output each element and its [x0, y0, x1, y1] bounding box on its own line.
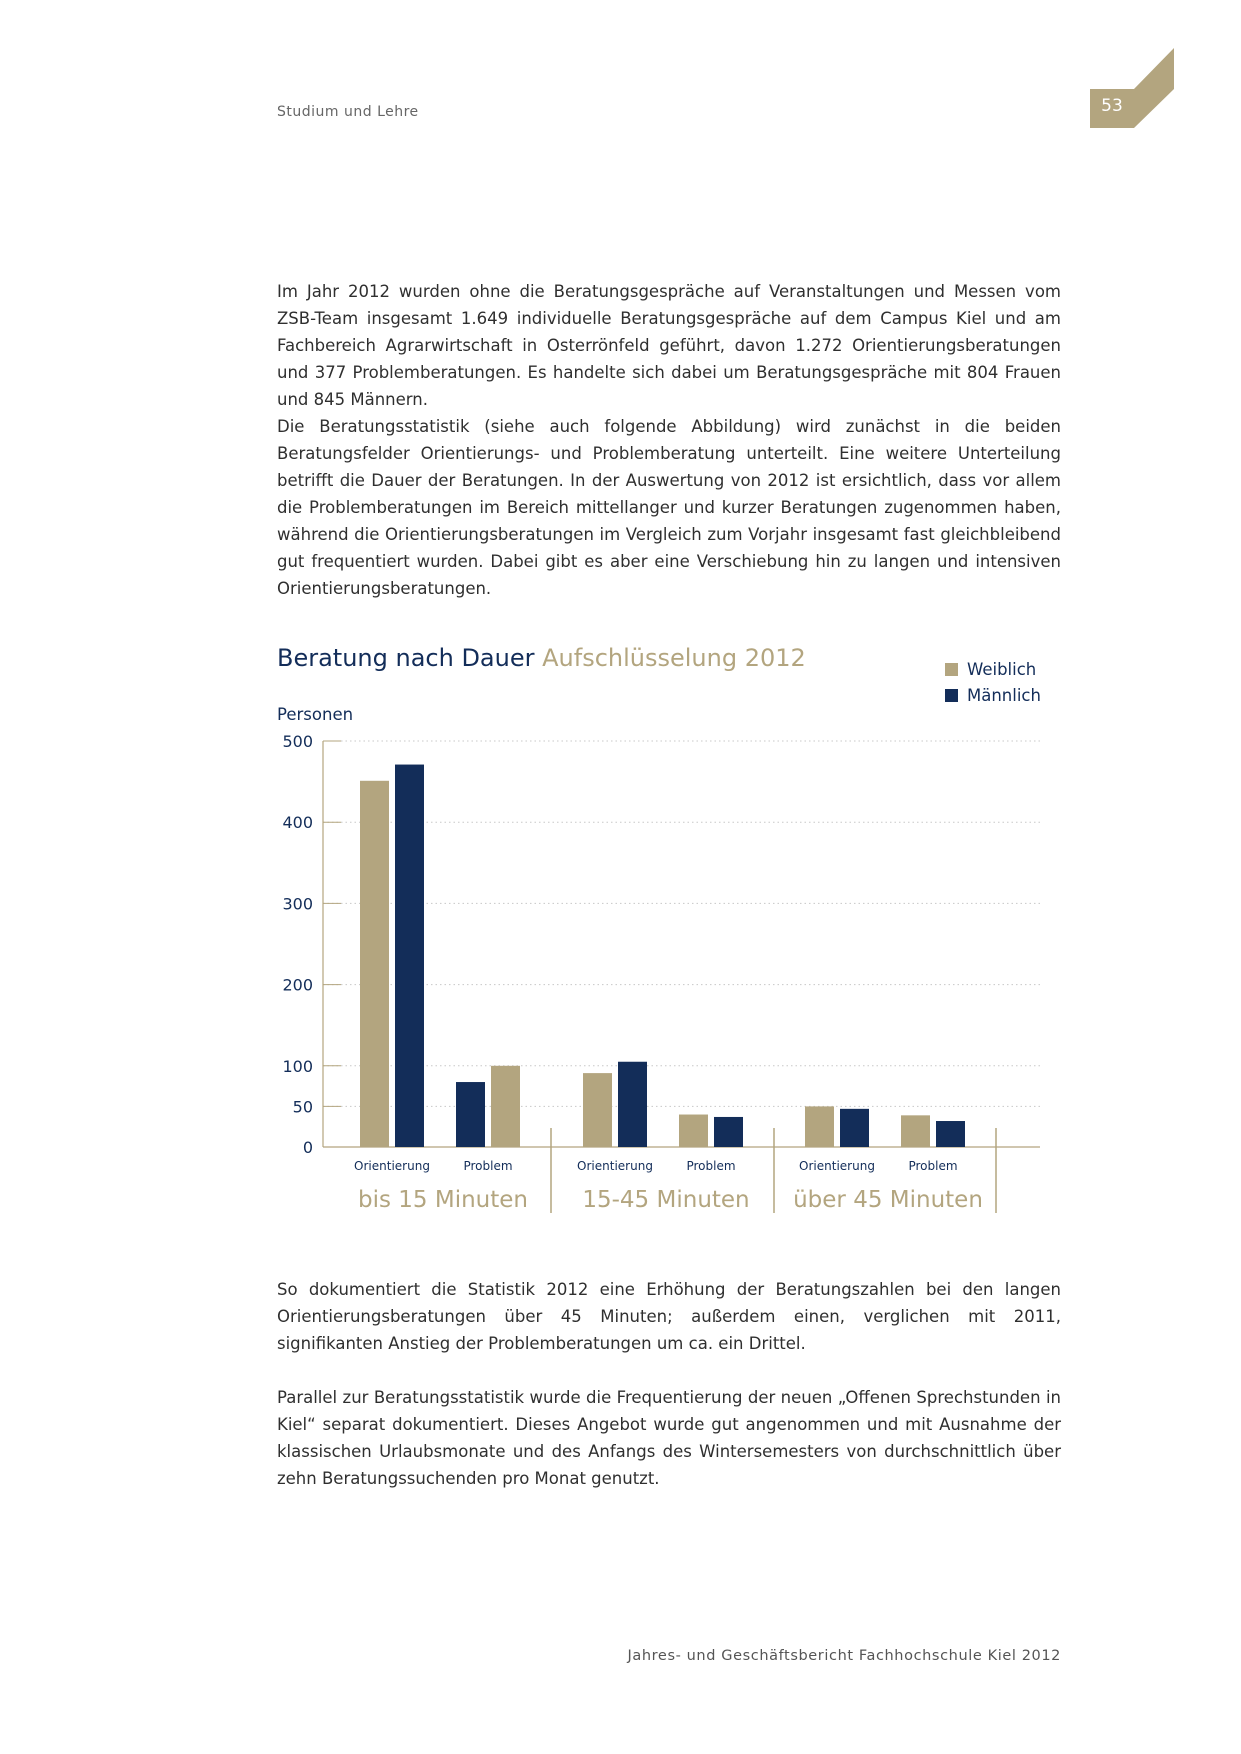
y-tick-label: 500 — [282, 732, 313, 751]
chart-title-main: Beratung nach Dauer — [277, 644, 535, 672]
bar-maennlich — [395, 765, 424, 1147]
bar-weiblich — [805, 1106, 834, 1147]
x-category-label: Orientierung — [354, 1159, 430, 1173]
y-tick-label: 400 — [282, 813, 313, 833]
bar-maennlich — [618, 1062, 647, 1147]
bar-maennlich — [714, 1117, 743, 1147]
bar-weiblich — [679, 1115, 708, 1147]
x-group-label: 15-45 Minuten — [582, 1187, 750, 1213]
x-category-label: Problem — [908, 1159, 958, 1173]
legend-label-weiblich: Weiblich — [967, 659, 1037, 679]
y-tick-label: 100 — [282, 1056, 313, 1076]
bar-maennlich — [840, 1109, 869, 1147]
paragraph-intro: Im Jahr 2012 wurden ohne die Beratungsgespräche auf Veranstaltungen und Messen vom ZSB-Team insgesamt 1.649 individuelle Beratungsgespräche auf dem Campus Kiel und am Fachbereich Agrarwirtschaft in Osterrönfeld geführt, davon 1.272 Orientierungsberatungen und 377 Problemberatungen. Es handelte sich dabei um Beratungsgespräche mit 804 Frauen und 845 Männern. — [277, 282, 1061, 409]
y-tick-label: 0 — [302, 1138, 313, 1157]
legend-label-maennlich: Männlich — [967, 685, 1041, 705]
bar-weiblich — [491, 1066, 520, 1147]
x-group-label: bis 15 Minuten — [358, 1187, 528, 1213]
paragraph-office-hours: Parallel zur Beratungsstatistik wurde die Frequentierung der neuen „Offenen Sprechstunden in Kiel“ separat dokumentiert. Dieses Angebot wurde gut angenommen und mit Ausnahme der klassischen Urlaubsmonate und des Anfangs des Wintersemesters von durchschnittlich über zehn Beratungssuchenden pro Monat genutzt. — [277, 1388, 1061, 1488]
bar-maennlich — [936, 1121, 965, 1147]
x-category-label: Problem — [463, 1159, 513, 1173]
x-category-label: Problem — [686, 1159, 736, 1173]
x-category-label: Orientierung — [799, 1159, 875, 1173]
x-category-label: Orientierung — [577, 1159, 653, 1173]
paragraph-conclusion: So dokumentiert die Statistik 2012 eine Erhöhung der Beratungszahlen bei den langen Orientierungsberatungen über 45 Minuten; außerdem einen, verglichen mit 2011, signifikanten Anstieg der Problemberatungen um ca. ein Drittel. — [277, 1280, 1061, 1353]
bar-weiblich — [360, 781, 389, 1147]
bar-weiblich — [901, 1115, 930, 1147]
paragraph-statistics: Die Beratungsstatistik (siehe auch folgende Abbildung) wird zunächst in die beiden Beratungsfelder Orientierungs- und Problemberatung unterteilt. Eine weitere Unterteilung betrifft die Dauer der Beratungen. In der Auswertung von 2012 ist ersichtlich, dass vor allem die Problemberatungen im Bereich mittellanger und kurzer Beratungen zugenommen haben, während die Orientierungsberatungen im Vergleich zum Vorjahr insgesamt fast gleichbleibend gut frequentiert wurden. Dabei gibt es aber eine Verschiebung hin zu langen und intensiven Orientierungsberatungen. — [277, 417, 1061, 598]
y-tick-label: 300 — [282, 894, 313, 914]
page-number: 53 — [1101, 96, 1123, 116]
chart-title-sub: Aufschlüsselung 2012 — [542, 644, 806, 672]
y-axis-label: Personen — [277, 705, 354, 724]
bar-weiblich — [583, 1073, 612, 1147]
bar-maennlich — [456, 1082, 485, 1147]
x-group-label: über 45 Minuten — [793, 1187, 983, 1213]
page-footer: Jahres- und Geschäftsbericht Fachhochschule Kiel 2012 — [627, 1648, 1061, 1664]
section-label: Studium und Lehre — [277, 104, 419, 120]
y-tick-label: 50 — [292, 1097, 313, 1117]
y-tick-label: 200 — [282, 975, 313, 995]
